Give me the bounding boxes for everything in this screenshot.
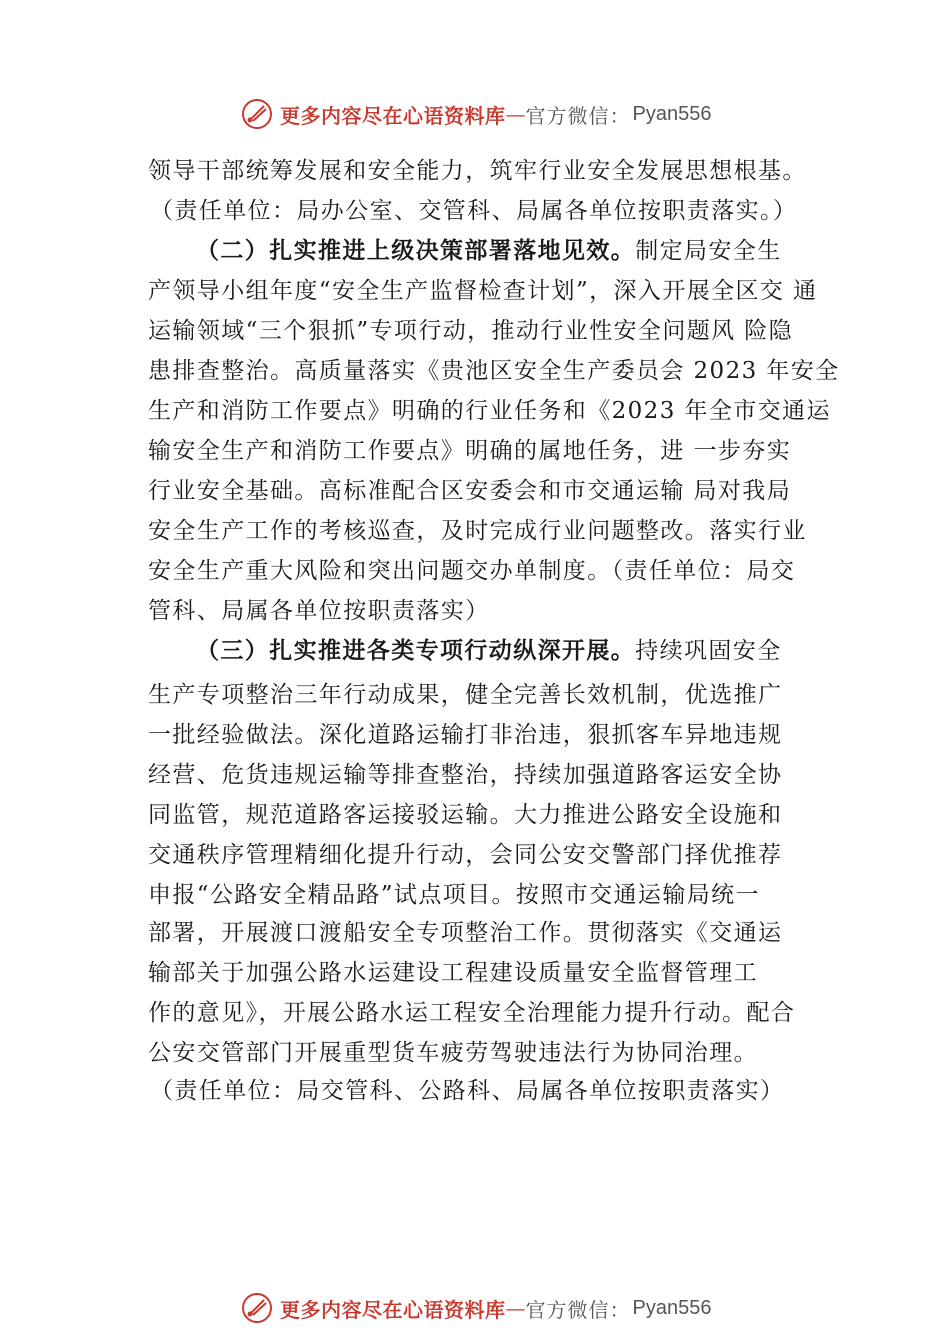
banner-wechat-id: Pyan556 [632,102,712,125]
section-heading-3: （三）扎实推进各类专项行动纵深开展。 [196,637,636,664]
text-line: 安全生产重大风险和突出问题交办单制度。（责任单位：局交 [148,558,796,584]
text-line: 产领导小组年度“安全生产监督检查计划”，深入开展全区交 通 [148,278,818,304]
text-line: 输安全生产和消防工作要点》明确的属地任务，进 一步夯实 [148,438,792,464]
text-line: 公安交管部门开展重型货车疲劳驾驶违法行为协同治理。 [148,1040,758,1066]
section-heading-2: （二）扎实推进上级决策部署落地见效。 [196,237,636,264]
text-line: 运输领域“三个狠抓”专项行动，推动行业性安全问题风 险隐 [148,318,794,344]
text-line: 安全生产工作的考核巡查，及时完成行业问题整改。落实行业 [148,518,807,544]
text-line: 管科、局属各单位按职责落实） [148,598,490,624]
text-line: 交通秩序管理精细化提升行动，会同公安交警部门择优推荐 [148,842,783,868]
text-span: 制定局安全生 [635,238,782,264]
text-span: 持续巩固安全 [635,638,782,664]
text-line: 部署，开展渡口渡船安全专项整治工作。贯彻落实《交通运 [148,920,783,946]
banner-wechat-label: 官方微信： [525,1297,631,1322]
banner-title: 更多内容尽在心语资料库 [280,103,506,128]
text-line: （责任单位：局办公室、交管科、局属各单位按职责落实。） [150,198,798,224]
paragraph-2-first-line [196,236,782,266]
brand-logo-icon [240,97,274,131]
text-line: 一批经验做法。深化道路运输打非治违，狠抓客车异地违规 [148,722,783,748]
banner-dash: — [505,102,526,126]
text-line: 作的意见》，开展公路水运工程安全治理能力提升行动。配合 [148,1000,796,1026]
text-line: 同监管，规范道路客运接驳运输。大力推进公路安全设施和 [148,802,783,828]
text-line: 领导干部统筹发展和安全能力，筑牢行业安全发展思想根基。 [148,158,807,184]
text-line: 输部关于加强公路水运建设工程建设质量安全监督管理工 [148,960,758,986]
text-line: 生产和消防工作要点》明确的行业任务和《2023 年全市交通运 [148,398,831,424]
text-line: 经营、危货违规运输等排查整治，持续加强道路客运安全协 [148,762,783,788]
banner-title: 更多内容尽在心语资料库 [280,1297,506,1322]
banner-wechat-label: 官方微信： [525,103,631,128]
text-line: 患排查整治。高质量落实《贵池区安全生产委员会 2023 年安全 [148,358,840,384]
footer-watermark-banner [240,1288,711,1328]
text-line: 生产专项整治三年行动成果，健全完善长效机制，优选推广 [148,682,783,708]
text-line: （责任单位：局交管科、公路科、局属各单位按职责落实） [150,1078,785,1104]
header-watermark-banner [240,94,711,134]
paragraph-3-first-line [196,636,782,666]
text-line: 申报“公路安全精品路”试点项目。按照市交通运输局统一 [148,882,760,908]
banner-dash: — [505,1296,526,1320]
banner-wechat-id: Pyan556 [632,1296,712,1319]
text-line: 行业安全基础。高标准配合区安委会和市交通运输 局对我局 [148,478,792,504]
brand-logo-icon [240,1291,274,1325]
